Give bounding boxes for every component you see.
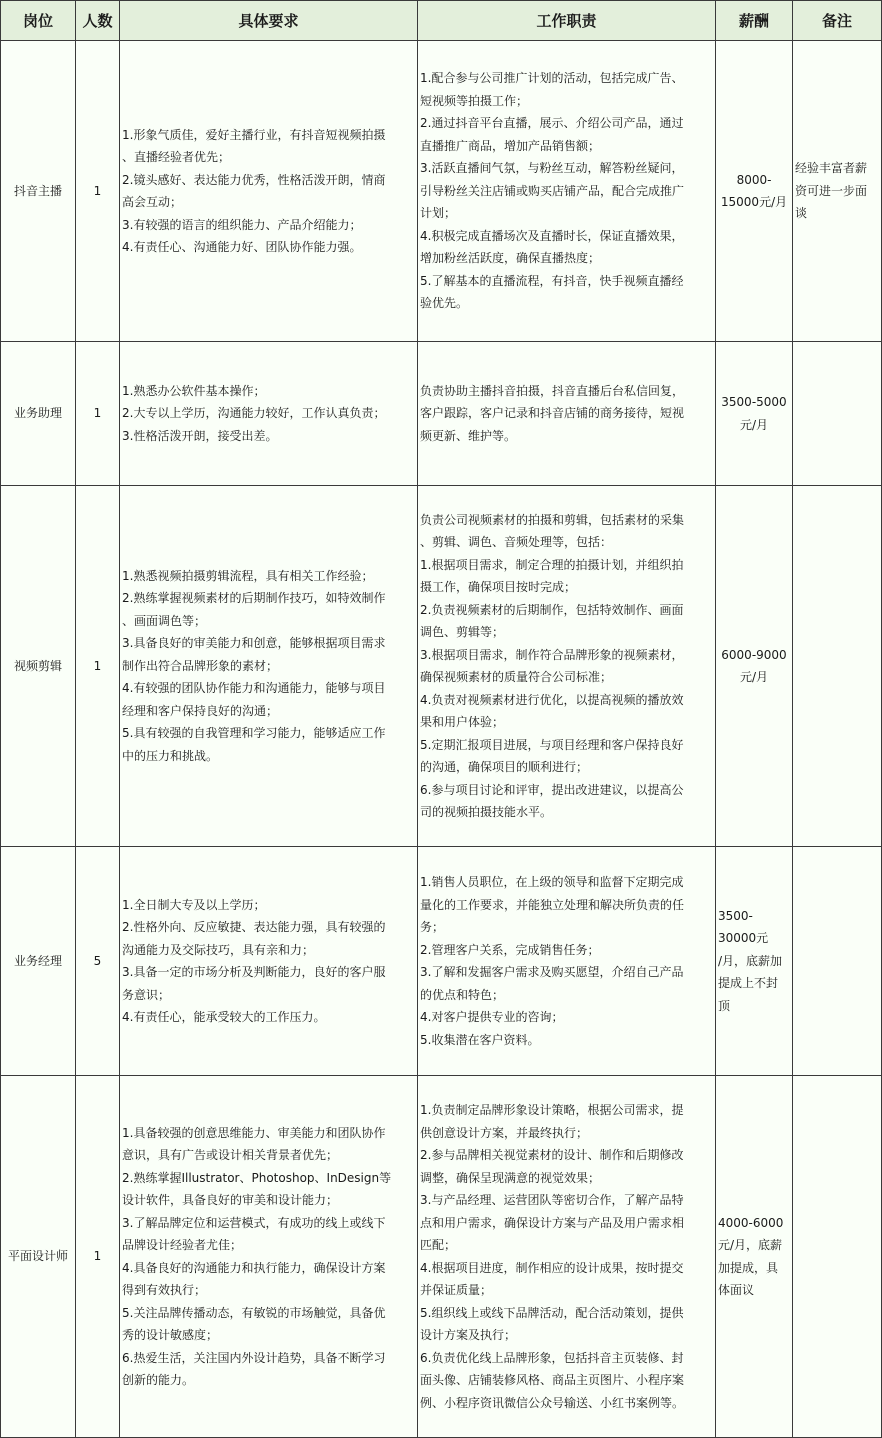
cell-duties-line: 5.定期汇报项目进展，与项目经理和客户保持良好 [420,737,684,752]
cell-note [793,41,882,342]
cell-duties-line: 匹配； [420,1238,457,1252]
cell-duties-line: 4.根据项目进度，制作相应的设计成果，按时提交 [420,1260,684,1275]
cell-duties-line: 1.销售人员职位，在上级的领导和监督下定期完成 [420,875,684,889]
cell-requirements-line: 经理和客户保持良好的沟通； [122,703,279,718]
cell-requirements-line: 3.有较强的语言的组织能力、产品介绍能力； [122,217,362,232]
cell-requirements [120,847,418,1076]
cell-requirements-line: 得到有效执行； [122,1283,207,1297]
cell-duties-line: 3.了解和发掘客户需求及购买愿望，介绍自己产品 [420,965,684,979]
cell-requirements-line: 4.具备良好的沟通能力和执行能力，确保设计方案 [122,1260,386,1275]
cell-salary [716,342,793,486]
cell-duties-line: 验优先。 [420,296,469,311]
cell-salary-line: 提成上不封 [718,976,779,991]
cell-duties-line: 引导粉丝关注店铺或购买店铺产品，配合完成推广 [420,183,685,198]
header-requirements: 具体要求 [120,1,418,41]
cell-duties-line: 5.组织线上或线下品牌活动，配合活动策划，提供 [420,1305,684,1320]
cell-count: 5 [76,847,120,1076]
cell-requirements-line: 沟通能力及交际技巧，具有亲和力； [122,942,315,957]
header-duties: 工作职责 [418,1,716,41]
cell-duties-line: 客户跟踪，客户记录和抖音店铺的商务接待，短视 [420,406,685,421]
cell-duties-line: 调整，确保呈现满意的视觉效果； [420,1170,601,1185]
cell-salary-line: /月，底薪加 [718,953,783,968]
cell-duties-line: 并保证质量； [420,1283,493,1297]
cell-requirements-line: 6.热爱生活，关注国内外设计趋势，具备不断学习 [122,1350,386,1365]
cell-duties-line: 6.参与项目讨论和评审，提出改进建议，以提高公 [420,782,684,797]
cell-duties [418,1076,716,1438]
cell-requirements-line: 高会互动； [122,195,183,209]
cell-requirements-line: 1.熟悉视频拍摄剪辑流程，具有相关工作经验； [122,568,374,583]
cell-position: 业务助理 [1,342,76,486]
cell-requirements-line: 3.具备良好的审美能力和创意，能够根据项目需求 [122,636,386,651]
cell-count: 1 [76,41,120,342]
cell-duties-line: 供创意设计方案，并最终执行； [420,1125,589,1140]
cell-salary-line: 体面议 [718,1283,755,1297]
cell-duties-line: 4.积极完成直播场次及直播时长，保证直播效果， [420,228,684,243]
cell-requirements [120,486,418,847]
cell-count: 1 [76,486,120,847]
cell-salary-line: 8000- [736,172,772,187]
cell-requirements-line: 制作出符合品牌形象的素材； [122,658,279,673]
cell-salary-line: 6000-9000 [721,647,787,662]
cell-requirements-line: 2.镜头感好、表达能力优秀，性格活泼开朗，情商 [122,172,386,187]
cell-position: 抖音主播 [1,41,76,342]
cell-duties-line: 摄工作，确保项目按时完成； [420,580,577,594]
cell-salary-line: 15000元/月 [720,195,788,209]
cell-duties-line: 3.根据项目需求，制作符合品牌形象的视频素材， [420,647,684,662]
cell-requirements-line: 4.有较强的团队协作能力和沟通能力，能够与项目 [122,681,386,696]
cell-requirements-line: 2.熟练掌握Illustrator、Photoshop、InDesign等 [122,1170,392,1185]
cell-note [793,486,882,847]
cell-note [793,847,882,1076]
cell-duties-line: 设计方案及执行； [420,1328,517,1342]
header-count: 人数 [76,1,120,41]
table-header-row [1,1,882,41]
cell-requirements-line: 1.熟悉办公软件基本操作； [122,383,266,398]
cell-duties-line: 确保视频素材的质量符合公司标准； [420,670,613,684]
table-row [1,1076,882,1438]
cell-duties-line: 2.通过抖音平台直播，展示、介绍公司产品，通过 [420,116,684,131]
cell-salary-line: 元/月 [739,670,769,684]
cell-duties-line: 、剪辑、调色、音频处理等，包括： [420,535,613,549]
cell-duties-line: 负责协助主播抖音拍摄，抖音直播后台私信回复， [420,383,685,398]
cell-salary [716,41,793,342]
cell-duties-line: 2.管理客户关系，完成销售任务； [420,942,600,957]
cell-duties-line: 2.负责视频素材的后期制作，包括特效制作、画面 [420,602,684,617]
cell-requirements-line: 、直播经验者优先； [122,150,231,164]
cell-requirements-line: 2.大专以上学历，沟通能力较好，工作认真负责； [122,406,386,421]
cell-note-line: 经验丰富者薪 [795,161,868,176]
cell-requirements-line: 5.具有较强的自我管理和学习能力，能够适应工作 [122,726,386,741]
cell-duties-line: 3.活跃直播间气氛，与粉丝互动，解答粉丝疑问， [420,161,684,176]
cell-requirements-line: 3.性格活泼开朗，接受出差。 [122,428,278,443]
cell-requirements-line: 4.有责任心、沟通能力好、团队协作能力强。 [122,240,362,254]
cell-note [793,1076,882,1438]
cell-salary-line: 4000-6000 [718,1215,784,1230]
cell-requirements-line: 意识，具有广告或设计相关背景者优先； [122,1148,339,1162]
cell-duties [418,486,716,847]
table-row [1,847,882,1076]
cell-duties-line: 的优点和特色； [420,987,505,1002]
cell-count: 1 [76,1076,120,1438]
cell-requirements-line: 品牌设计经验者尤佳； [122,1238,243,1252]
cell-duties-line: 5.了解基本的直播流程，有抖音，快手视频直播经 [420,273,684,288]
cell-requirements-line: 2.熟练掌握视频素材的后期制作技巧，如特效制作 [122,591,386,606]
cell-duties-line: 计划； [420,206,457,221]
cell-salary-line: 3500- [718,908,753,923]
cell-duties-line: 4.对客户提供专业的咨询； [420,1010,564,1024]
cell-requirements-line: 设计软件，具备良好的审美和设计能力； [122,1193,339,1207]
cell-duties-line: 点和用户需求，确保设计方案与产品及用户需求相 [420,1215,685,1230]
cell-duties-line: 频更新、维护等。 [420,428,517,443]
cell-requirements-line: 5.关注品牌传播动态，有敏锐的市场触觉，具备优 [122,1305,386,1320]
cell-salary-line: 30000元 [718,931,769,946]
cell-duties-line: 1.负责制定品牌形象设计策略，根据公司需求，提 [420,1103,684,1117]
cell-requirements-line: 中的压力和挑战。 [122,748,219,763]
cell-duties [418,847,716,1076]
cell-salary [716,486,793,847]
cell-requirements-line: 1.全日制大专及以上学历； [122,897,266,912]
cell-duties-line: 果和用户体验； [420,715,505,729]
cell-duties-line: 调色、剪辑等； [420,625,505,639]
cell-duties-line: 的沟通，确保项目的顺利进行； [420,760,589,774]
cell-duties-line: 增加粉丝活跃度，确保直播热度； [420,251,601,266]
cell-salary-line: 顶 [718,998,731,1013]
cell-duties-line: 例、小程序资讯微信公众号输送、小红书案例等。 [420,1395,685,1410]
table-row [1,486,882,847]
cell-duties-line: 6.负责优化线上品牌形象，包括抖音主页装修、封 [420,1350,684,1365]
cell-requirements-line: 2.性格外向、反应敏捷、表达能力强，具有较强的 [122,920,386,934]
cell-requirements-line: 创新的能力。 [122,1373,195,1387]
cell-position: 平面设计师 [1,1076,76,1438]
cell-duties-line: 2.参与品牌相关视觉素材的设计、制作和后期修改 [420,1148,684,1162]
header-position: 岗位 [1,1,76,41]
cell-duties-line: 1.根据项目需求，制定合理的拍摄计划，并组织拍 [420,557,684,572]
cell-duties-line: 面头像、店铺装修风格、商品主页图片、小程序案 [420,1373,685,1387]
cell-salary-line: 加提成，具 [718,1260,779,1275]
cell-requirements-line: 4.有责任心，能承受较大的工作压力。 [122,1010,326,1024]
cell-requirements-line: 3.了解品牌定位和运营模式，有成功的线上或线下 [122,1215,386,1230]
cell-note [793,342,882,486]
cell-duties-line: 司的视频拍摄技能水平。 [420,805,553,819]
cell-requirements-line: 秀的设计敏感度； [122,1328,219,1342]
cell-duties-line: 1.配合参与公司推广计划的活动，包括完成广告、 [420,71,684,86]
cell-duties [418,41,716,342]
cell-position: 视频剪辑 [1,486,76,847]
table-row [1,41,882,342]
cell-duties-line: 5.收集潜在客户资料。 [420,1032,540,1047]
cell-requirements [120,41,418,342]
cell-requirements-line: 1.形象气质佳，爱好主播行业，有抖音短视频拍摄 [122,127,386,142]
cell-requirements-line: 务意识； [122,987,171,1002]
cell-salary [716,847,793,1076]
cell-requirements [120,342,418,486]
cell-position: 业务经理 [1,847,76,1076]
cell-duties-line: 直播推广商品，增加产品销售额； [420,138,601,153]
cell-salary [716,1076,793,1438]
cell-salary-line: 元/月，底薪 [718,1238,783,1252]
cell-duties-line: 4.负责对视频素材进行优化，以提高视频的播放效 [420,692,684,707]
cell-duties-line: 短视频等拍摄工作； [420,93,529,108]
header-salary: 薪酬 [716,1,793,41]
cell-note-line: 资可进一步面 [795,183,868,198]
cell-duties-line: 负责公司视频素材的拍摄和剪辑，包括素材的采集 [420,512,685,527]
cell-requirements-line: 、画面调色等； [122,613,207,628]
cell-count: 1 [76,342,120,486]
header-note: 备注 [793,1,882,41]
cell-requirements-line: 1.具备较强的创意思维能力、审美能力和团队协作 [122,1125,386,1140]
cell-duties [418,342,716,486]
cell-duties-line: 3.与产品经理、运营团队等密切合作，了解产品特 [420,1193,684,1207]
cell-requirements-line: 3.具备一定的市场分析及判断能力，良好的客户服 [122,965,386,979]
cell-salary-line: 3500-5000 [721,395,787,409]
cell-salary-line: 元/月 [739,417,769,432]
cell-duties-line: 量化的工作要求，并能独立处理和解决所负责的任 [420,897,685,912]
cell-note-line: 谈 [795,206,808,221]
cell-duties-line: 务； [420,920,445,934]
cell-requirements [120,1076,418,1438]
table-row [1,342,882,486]
